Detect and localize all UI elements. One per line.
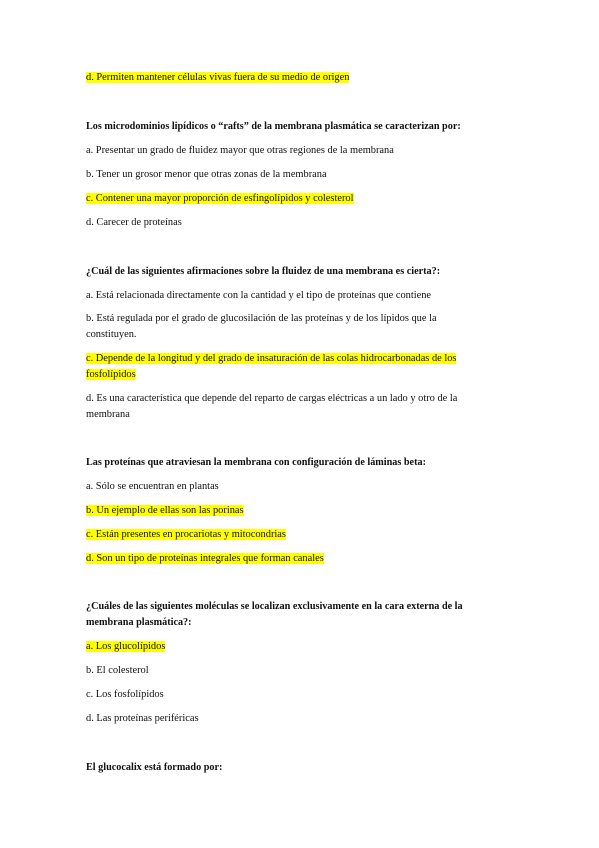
- option-c: [86, 526, 286, 543]
- option-c: c. Los fosfolípidos: [86, 689, 164, 700]
- option-d: d. Las proteínas periféricas: [86, 713, 199, 724]
- option-d: [86, 69, 349, 86]
- highlighted-answer: b. Un ejemplo de ellas son las porinas: [86, 505, 244, 516]
- option-a: a. Sólo se encuentran en plantas: [86, 481, 219, 492]
- question-title: El glucocalix está formado por:: [86, 762, 223, 773]
- option-b: b. El colesterol: [86, 665, 149, 676]
- option-c: [86, 350, 456, 367]
- highlighted-answer: d. Son un tipo de proteínas integrales que forman canales: [86, 553, 324, 564]
- option-a: a. Presentar un grado de fluidez mayor que otras regiones de la membrana: [86, 145, 394, 156]
- highlighted-answer: c. Depende de la longitud y del grado de insaturación de las colas hidrocarbonadas de los: [86, 353, 457, 364]
- option-b: [86, 502, 244, 519]
- option-b: b. Está regulada por el grado de glucosilación de las proteínas y de los lípidos que la: [86, 313, 437, 324]
- option-d: [86, 550, 324, 567]
- option-b: b. Tener un grosor menor que otras zonas de la membrana: [86, 169, 327, 180]
- question-title-continued: membrana plasmática?:: [86, 617, 192, 628]
- option-d-continued: membrana: [86, 409, 130, 420]
- highlighted-answer: a. Los glucolípidos: [86, 641, 166, 652]
- highlighted-answer: c. Están presentes en procariotas y mitocondrias: [86, 529, 286, 540]
- question-title: ¿Cuáles de las siguientes moléculas se localizan exclusivamente en la cara externa de la: [86, 601, 463, 612]
- option-d: d. Carecer de proteínas: [86, 217, 182, 228]
- option-a: a. Está relacionada directamente con la cantidad y el tipo de proteínas que contiene: [86, 290, 432, 301]
- option-c-continued: [86, 366, 136, 383]
- highlighted-answer: d. Permiten mantener células vivas fuera de su medio de origen: [86, 72, 350, 83]
- question-title: Los microdominios lipídicos o “rafts” de la membrana plasmática se caracterizan por:: [86, 121, 461, 132]
- option-d: d. Es una característica que depende del reparto de cargas eléctricas a un lado y otro de la: [86, 393, 458, 404]
- question-title: ¿Cuál de las siguientes afirmaciones sobre la fluidez de una membrana es cierta?:: [86, 266, 441, 277]
- highlighted-answer: fosfolípidos: [86, 369, 136, 380]
- option-b-continued: constituyen.: [86, 329, 137, 340]
- highlighted-answer: c. Contener una mayor proporción de esfingolípidos y colesterol: [86, 193, 354, 204]
- question-title: Las proteínas que atraviesan la membrana con configuración de láminas beta:: [86, 457, 426, 468]
- option-a: [86, 638, 165, 655]
- option-c: [86, 190, 354, 207]
